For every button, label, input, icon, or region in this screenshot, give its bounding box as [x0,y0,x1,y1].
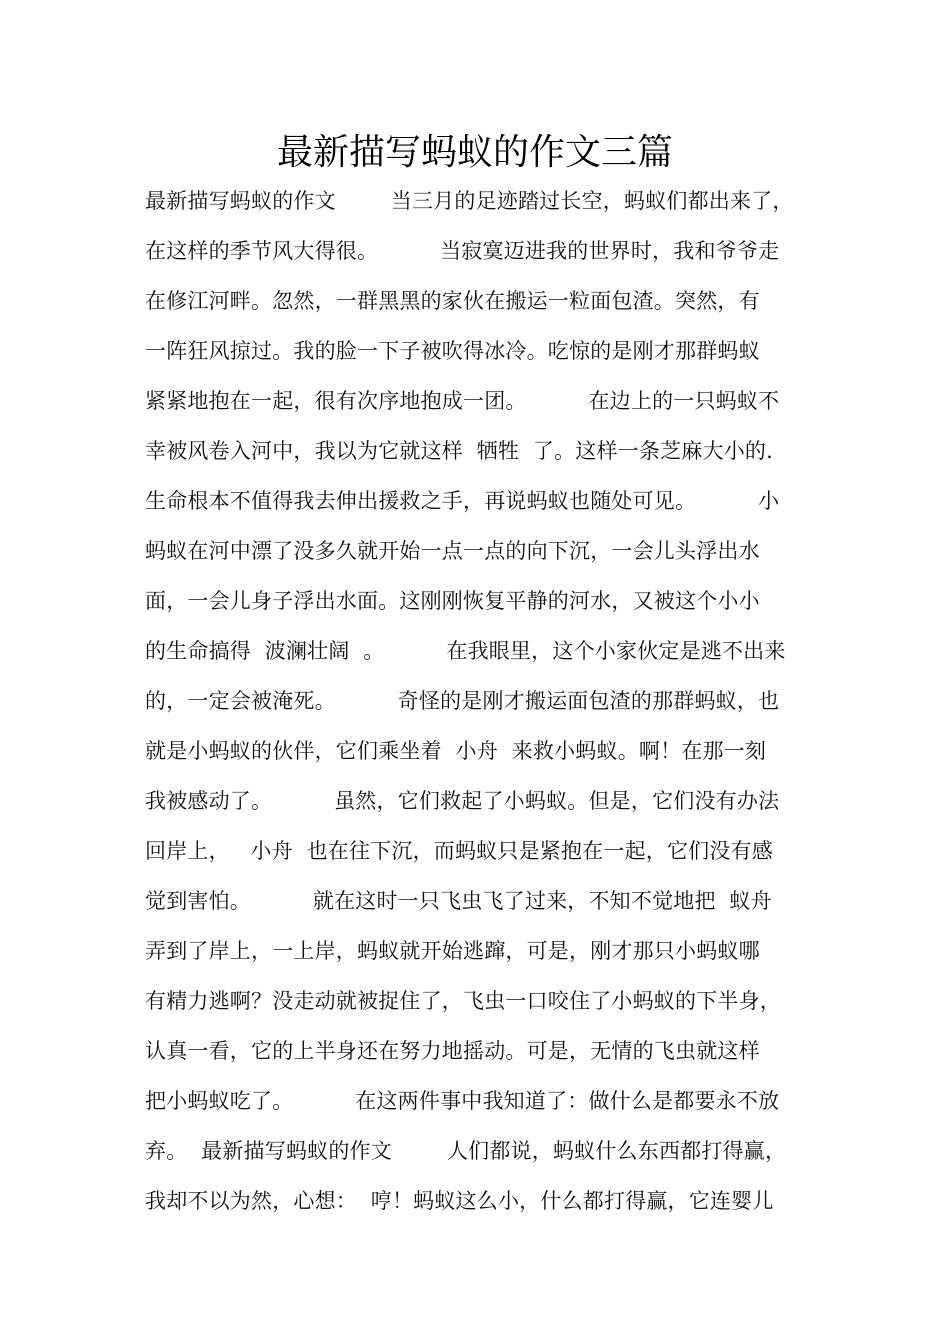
text-line: 把小蚂蚁吃了。 在这两件事中我知道了：做什么是都要永不放 [145,1089,780,1113]
text-line: 一阵狂风掠过。我的脸一下子被吹得冰冷。吃惊的是刚才那群蚂蚁 [145,339,760,363]
text-line: 弄到了岸上，一上岸，蚂蚁就开始逃蹿，可是，刚才那只小蚂蚁哪 [145,939,760,963]
text-line: 的生命搞得 波澜壮阔 。 在我眼里，这个小家伙定是逃不出来 [145,639,786,663]
document-title: 最新描写蚂蚁的作文三篇 [276,132,673,173]
text-line: 有精力逃啊？没走动就被捉住了，飞虫一口咬住了小蚂蚁的下半身， [145,989,781,1013]
text-line: 蚂蚁在河中漂了没多久就开始一点一点的向下沉，一会儿头浮出水 [145,539,760,563]
text-line: 幸被风卷入河中，我以为它就这样 牺牲 了。这样一条芝麻大小的. [145,439,773,463]
text-line: 最新描写蚂蚁的作文 当三月的足迹踏过长空，蚂蚁们都出来了， [145,189,794,213]
text-line: 在修江河畔。忽然，一群黑黑的家伙在搬运一粒面包渣。突然，有 [145,289,760,313]
text-line: 我被感动了。 虽然，它们救起了小蚂蚁。但是，它们没有办法 [145,789,780,813]
text-line: 觉到害怕。 就在这时一只飞虫飞了过来，不知不觉地把 蚁舟 [145,889,772,913]
text-line: 的，一定会被淹死。 奇怪的是刚才搬运面包渣的那群蚂蚁，也 [145,689,780,713]
text-line: 在这样的季节风大得很。 当寂寞迈进我的世界时，我和爷爷走 [145,239,780,263]
text-line: 面，一会儿身子浮出水面。这刚刚恢复平静的河水，又被这个小小 [145,589,760,613]
text-line: 弃。 最新描写蚂蚁的作文 人们都说，蚂蚁什么东西都打得赢， [145,1139,787,1163]
text-line: 紧紧地抱在一起，很有次序地抱成一团。 在边上的一只蚂蚁不 [145,389,780,413]
text-line: 认真一看，它的上半身还在努力地摇动。可是，无情的飞虫就这样 [145,1039,760,1063]
text-line: 回岸上， 小舟 也在往下沉，而蚂蚁只是紧抱在一起，它们没有感 [145,839,773,863]
text-line: 我却不以为然，心想： 哼！蚂蚁这么小，什么都打得赢，它连婴儿 [145,1189,774,1213]
text-line: 就是小蚂蚁的伙伴，它们乘坐着 小舟 来救小蚂蚁。啊！在那一刻 [145,739,767,763]
document-body [145,176,825,1226]
text-line: 生命根本不值得我去伸出援救之手，再说蚂蚁也随处可见。 小 [145,489,780,513]
